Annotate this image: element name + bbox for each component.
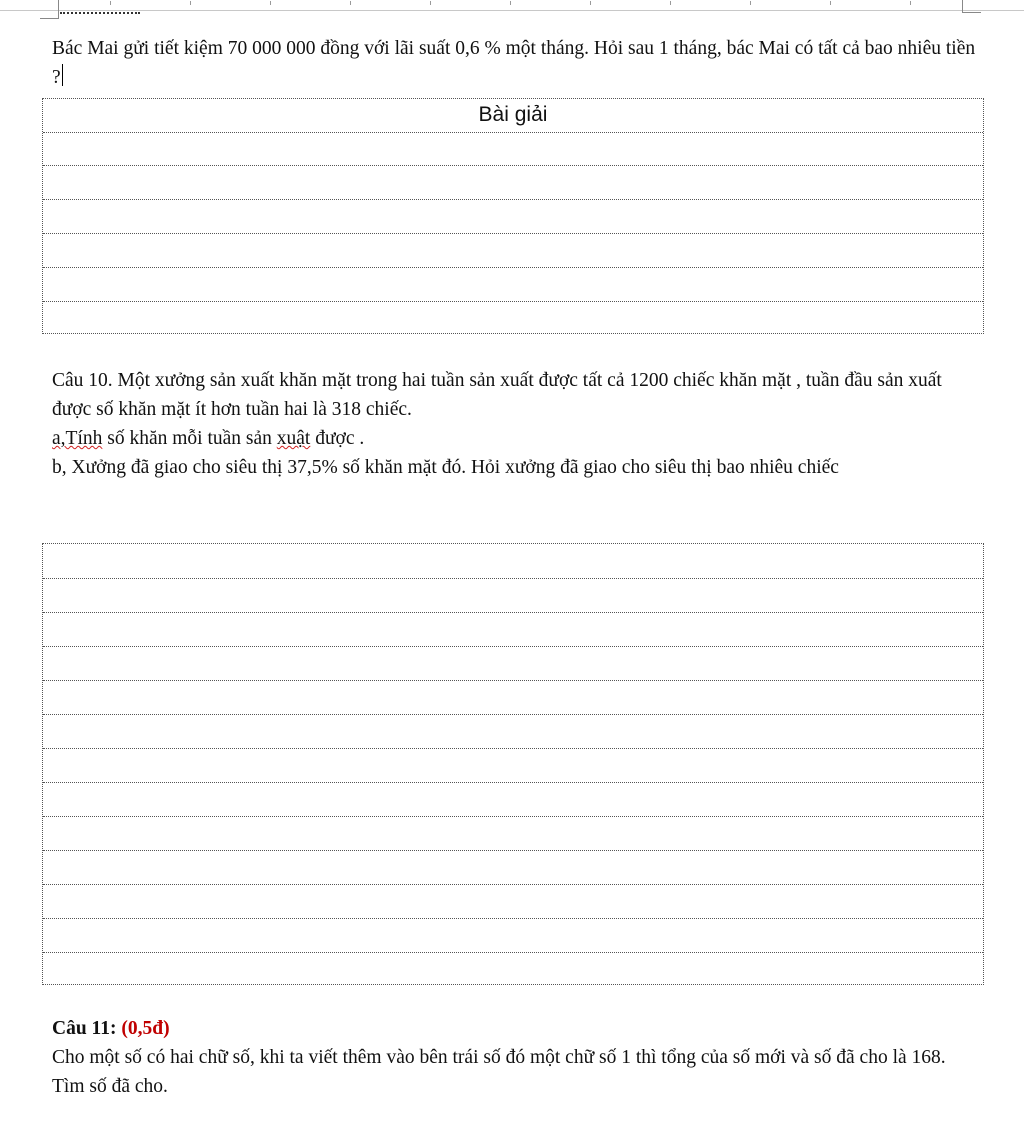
problem-11-heading [52,1014,982,1043]
ruler-tick [910,1,911,5]
part-a-text-end: được . [310,428,365,449]
ruler-tick [590,1,591,5]
problem-10-statement: Câu 10. Một xưởng sản xuất khăn mặt trong hai tuần sản xuất được tất cả 1200 chiếc khăn mặt , tuần đầu sản xuất được số khăn mặt ít hơn tuần hai là 318 chiếc. [52,370,942,420]
spelling-error-word: xuật [276,428,311,449]
page-margin-corner-left [40,0,59,19]
ruler-tick [190,1,191,5]
problem-11-statement: Cho một số có hai chữ số, khi ta viết thêm vào bên trái số đó một chữ số 1 thì tổng của số mới và số đã cho là 168. Tìm số đã cho. [52,1047,946,1097]
problem-9-answer-box[interactable] [42,98,984,334]
part-a-text: số khăn mỗi tuần sản [102,428,277,449]
problem-9-text[interactable] [52,34,982,92]
page-margin-corner-right [962,0,981,13]
answer-line [43,816,983,817]
problem-10-part-b: b, Xưởng đã giao cho siêu thị 37,5% số khăn mặt đó. Hỏi xưởng đã giao cho siêu thị bao nhiêu chiếc [52,457,839,478]
answer-line [43,850,983,851]
ruler-tick [830,1,831,5]
spelling-error-word: a,Tính [52,428,103,449]
answer-title: Bài giải [478,103,548,126]
answer-line [43,578,983,579]
problem-11-points: (0,5đ) [121,1018,170,1039]
previous-page-dotted-line [60,12,140,18]
answer-line [43,267,983,268]
answer-line [43,132,983,133]
ruler-tick [350,1,351,5]
problem-9-statement: Bác Mai gửi tiết kiệm 70 000 000 đồng với lãi suất 0,6 % một tháng. Hỏi sau 1 tháng, bác Mai có tất cả bao nhiêu tiền ? [52,38,976,88]
ruler-tick [510,1,511,5]
answer-line [43,301,983,302]
answer-line [43,680,983,681]
problem-11-label: Câu 11: [52,1018,117,1039]
answer-line [43,612,983,613]
ruler-tick [750,1,751,5]
ruler-tick [110,1,111,5]
ruler-tick [430,1,431,5]
answer-line [43,714,983,715]
answer-line [43,646,983,647]
answer-line [43,952,983,953]
answer-line [43,165,983,166]
ruler-bar [0,0,1024,11]
ruler-tick [270,1,271,5]
text-cursor [62,64,64,86]
answer-line [43,233,983,234]
ruler-tick [670,1,671,5]
answer-line [43,884,983,885]
problem-10-answer-box[interactable] [42,543,984,985]
answer-line [43,918,983,919]
problem-10-part-a [52,424,982,453]
answer-line [43,782,983,783]
answer-line [43,199,983,200]
answer-line [43,748,983,749]
